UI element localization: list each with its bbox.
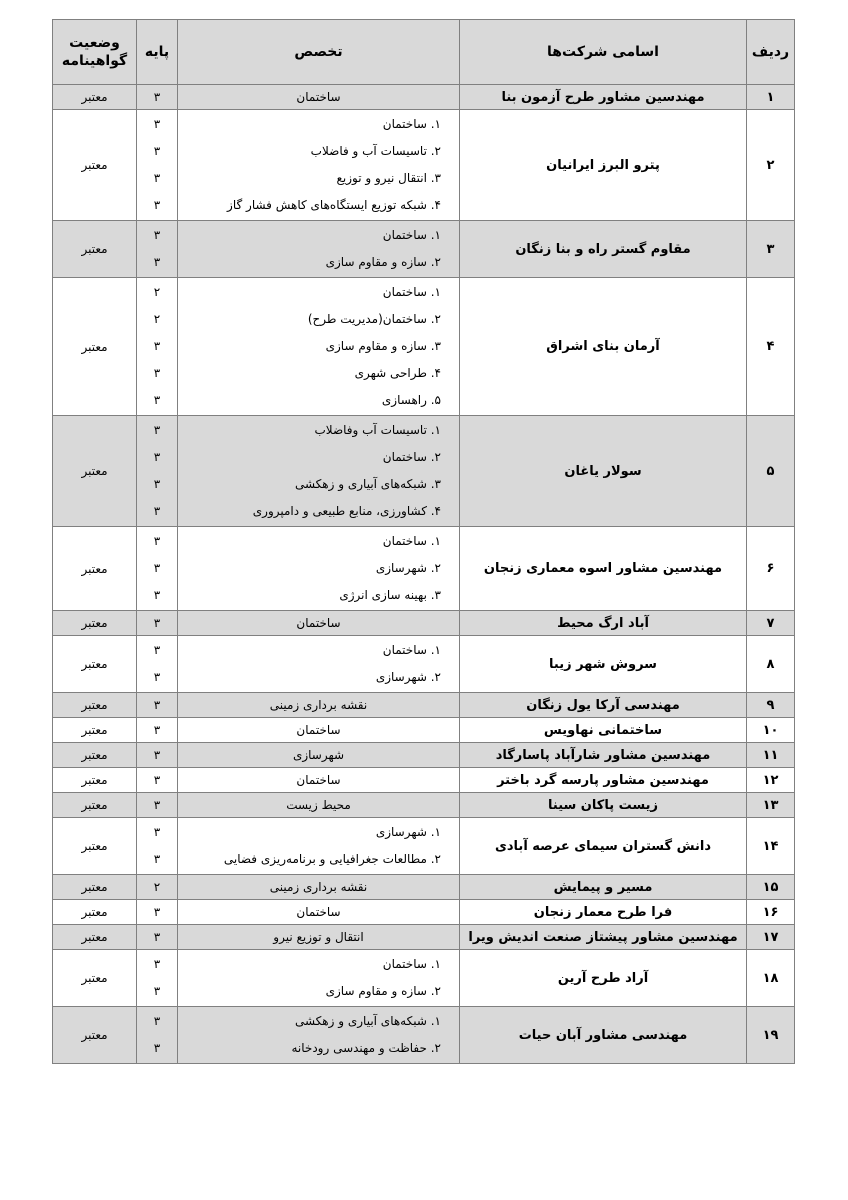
company-name: آراد طرح آرین <box>460 950 747 1007</box>
specialty-item: ۳. انتقال نیرو و توزیع <box>336 171 441 185</box>
specialty-item: ۲. ساختمان(مدیریت طرح) <box>307 312 441 326</box>
specialty-item: ۱. تاسیسات آب وفاضلاب <box>314 423 441 437</box>
table-row <box>53 416 795 527</box>
status-cell: معتبر <box>53 278 137 416</box>
row-number: ۱ <box>747 85 795 110</box>
grade-item: ۳ <box>153 171 161 185</box>
status-cell: معتبر <box>53 110 137 221</box>
company-name: مسیر و پیمایش <box>460 875 747 900</box>
company-name: مهندسین مشاور شارآباد پاسارگاد <box>460 743 747 768</box>
table-row <box>53 1007 795 1064</box>
table-header <box>53 20 795 85</box>
row-number: ۱۶ <box>747 900 795 925</box>
status-cell: معتبر <box>53 527 137 611</box>
company-name: سروش شهر زیبا <box>460 636 747 693</box>
specialty-item: محیط زیست <box>286 798 351 812</box>
companies-table <box>52 19 795 1064</box>
specialty-item: نقشه برداری زمینی <box>269 880 368 894</box>
specialty-item: ۱. ساختمان <box>382 534 441 548</box>
grade-cell <box>137 416 178 527</box>
company-name: مهندسین مشاور پیشتاز صنعت اندیش ویرا <box>460 925 747 950</box>
grade-cell <box>137 818 178 875</box>
grade-item: ۳ <box>153 670 161 684</box>
table-row <box>53 527 795 611</box>
specialty-item: ۱. ساختمان <box>382 285 441 299</box>
row-number: ۷ <box>747 611 795 636</box>
specialty-item: ۱. شهرسازی <box>375 825 441 839</box>
specialty-item: ۲. حفاظت و مهندسی رودخانه <box>291 1041 441 1055</box>
grade-cell <box>137 900 178 925</box>
specialty-item: ۳. شبکه‌های آبیاری و زهکشی <box>294 477 441 491</box>
grade-item: ۳ <box>153 534 161 548</box>
table-row <box>53 85 795 110</box>
grade-item: ۲ <box>153 880 161 894</box>
table-row <box>53 611 795 636</box>
status-cell: معتبر <box>53 875 137 900</box>
grade-item: ۳ <box>153 957 161 971</box>
table-row <box>53 768 795 793</box>
header-grade: پایه <box>137 20 178 85</box>
specialty-cell <box>178 875 460 900</box>
specialty-cell <box>178 900 460 925</box>
grade-cell <box>137 875 178 900</box>
table-row <box>53 278 795 416</box>
grade-cell <box>137 110 178 221</box>
table-row <box>53 636 795 693</box>
grade-item: ۳ <box>153 423 161 437</box>
grade-cell <box>137 743 178 768</box>
specialty-cell <box>178 818 460 875</box>
grade-item: ۳ <box>153 228 161 242</box>
row-number: ۳ <box>747 221 795 278</box>
table-row <box>53 818 795 875</box>
grade-cell <box>137 611 178 636</box>
grade-item: ۳ <box>153 905 161 919</box>
row-number: ۱۷ <box>747 925 795 950</box>
status-cell: معتبر <box>53 818 137 875</box>
company-name: زیست پاکان سینا <box>460 793 747 818</box>
specialty-item: ۱. ساختمان <box>382 643 441 657</box>
specialty-item: ۲. شهرسازی <box>375 670 441 684</box>
specialty-item: ۱. ساختمان <box>382 957 441 971</box>
company-name: آباد ارگ محیط <box>460 611 747 636</box>
specialty-item: ساختمان <box>296 90 341 104</box>
table-row <box>53 221 795 278</box>
status-cell: معتبر <box>53 611 137 636</box>
specialty-cell <box>178 925 460 950</box>
status-cell: معتبر <box>53 743 137 768</box>
company-name: آرمان بنای اشراق <box>460 278 747 416</box>
grade-item: ۳ <box>153 698 161 712</box>
grade-item: ۳ <box>153 798 161 812</box>
table-row <box>53 110 795 221</box>
table-row <box>53 925 795 950</box>
specialty-cell <box>178 85 460 110</box>
grade-item: ۳ <box>153 852 161 866</box>
grade-item: ۳ <box>153 198 161 212</box>
header-company: اسامی شرکت‌ها <box>460 20 747 85</box>
specialty-item: ۲. سازه و مقاوم سازی <box>325 984 441 998</box>
specialty-cell <box>178 636 460 693</box>
specialty-item: ۱. ساختمان <box>382 117 441 131</box>
row-number: ۱۳ <box>747 793 795 818</box>
grade-item: ۳ <box>153 588 161 602</box>
grade-cell <box>137 278 178 416</box>
specialty-item: ساختمان <box>296 773 341 787</box>
status-cell: معتبر <box>53 900 137 925</box>
specialty-item: ساختمان <box>296 723 341 737</box>
specialty-item: نقشه برداری زمینی <box>269 698 368 712</box>
company-name: مهندسین مشاور اسوه معماری زنجان <box>460 527 747 611</box>
specialty-item: ۲. مطالعات جغرافیایی و برنامه‌ریزی فضایی <box>223 852 441 866</box>
grade-item: ۳ <box>153 504 161 518</box>
status-cell: معتبر <box>53 793 137 818</box>
grade-item: ۳ <box>153 393 161 407</box>
specialty-item: ۱. ساختمان <box>382 228 441 242</box>
specialty-cell <box>178 611 460 636</box>
grade-cell <box>137 950 178 1007</box>
grade-item: ۳ <box>153 643 161 657</box>
row-number: ۱۲ <box>747 768 795 793</box>
row-number: ۴ <box>747 278 795 416</box>
grade-item: ۲ <box>153 312 161 326</box>
grade-cell <box>137 527 178 611</box>
grade-item: ۳ <box>153 773 161 787</box>
specialty-cell <box>178 718 460 743</box>
grade-item: ۳ <box>153 90 161 104</box>
status-cell: معتبر <box>53 636 137 693</box>
specialty-cell <box>178 278 460 416</box>
grade-cell <box>137 85 178 110</box>
status-cell: معتبر <box>53 693 137 718</box>
table-body <box>53 85 795 1064</box>
table-row <box>53 950 795 1007</box>
grade-item: ۳ <box>153 748 161 762</box>
company-name: مهندسین مشاور طرح آزمون بنا <box>460 85 747 110</box>
row-number: ۶ <box>747 527 795 611</box>
status-cell: معتبر <box>53 925 137 950</box>
header-row-number: ردیف <box>747 20 795 85</box>
row-number: ۱۹ <box>747 1007 795 1064</box>
specialty-item: ۳. بهینه سازی انرژی <box>339 588 441 602</box>
company-name: دانش گستران سیمای عرصه آبادی <box>460 818 747 875</box>
specialty-cell <box>178 950 460 1007</box>
specialty-cell <box>178 793 460 818</box>
status-cell: معتبر <box>53 768 137 793</box>
grade-item: ۳ <box>153 477 161 491</box>
grade-item: ۳ <box>153 1041 161 1055</box>
specialty-cell <box>178 416 460 527</box>
row-number: ۹ <box>747 693 795 718</box>
grade-item: ۳ <box>153 616 161 630</box>
row-number: ۲ <box>747 110 795 221</box>
grade-cell <box>137 718 178 743</box>
companies-document <box>52 19 794 1064</box>
specialty-item: ساختمان <box>296 905 341 919</box>
header-status: وضعیت گواهینامه <box>53 20 137 85</box>
row-number: ۵ <box>747 416 795 527</box>
specialty-item: شهرسازی <box>292 748 345 762</box>
grade-cell <box>137 221 178 278</box>
specialty-item: ۴. طراحی شهری <box>354 366 441 380</box>
grade-item: ۳ <box>153 984 161 998</box>
grade-item: ۳ <box>153 450 161 464</box>
company-name: فرا طرح معمار زنجان <box>460 900 747 925</box>
table-row <box>53 793 795 818</box>
grade-item: ۳ <box>153 144 161 158</box>
grade-item: ۳ <box>153 117 161 131</box>
grade-cell <box>137 768 178 793</box>
company-name: مهندسی آرکا یول زنگان <box>460 693 747 718</box>
specialty-item: ۲. ساختمان <box>382 450 441 464</box>
company-name: سولار یاغان <box>460 416 747 527</box>
specialty-item: ۲. تاسیسات آب و فاضلاب <box>310 144 441 158</box>
specialty-item: ۲. سازه و مقاوم سازی <box>325 255 441 269</box>
grade-item: ۳ <box>153 723 161 737</box>
grade-item: ۳ <box>153 339 161 353</box>
grade-cell <box>137 693 178 718</box>
status-cell: معتبر <box>53 221 137 278</box>
table-row <box>53 900 795 925</box>
specialty-cell <box>178 743 460 768</box>
status-cell: معتبر <box>53 85 137 110</box>
grade-item: ۳ <box>153 366 161 380</box>
header-specialty: تخصص <box>178 20 460 85</box>
table-row <box>53 875 795 900</box>
specialty-item: ۲. شهرسازی <box>375 561 441 575</box>
specialty-cell <box>178 693 460 718</box>
grade-item: ۳ <box>153 255 161 269</box>
company-name: ساختمانی نهاویس <box>460 718 747 743</box>
row-number: ۱۱ <box>747 743 795 768</box>
table-row <box>53 718 795 743</box>
grade-cell <box>137 925 178 950</box>
specialty-cell <box>178 110 460 221</box>
grade-item: ۳ <box>153 930 161 944</box>
row-number: ۱۴ <box>747 818 795 875</box>
grade-item: ۳ <box>153 561 161 575</box>
table-row <box>53 693 795 718</box>
status-cell: معتبر <box>53 950 137 1007</box>
specialty-item: ساختمان <box>296 616 341 630</box>
grade-item: ۳ <box>153 825 161 839</box>
grade-cell <box>137 793 178 818</box>
grade-cell <box>137 1007 178 1064</box>
company-name: مقاوم گستر راه و بنا زنگان <box>460 221 747 278</box>
specialty-item: ۴. شبکه توزیع ایستگاه‌های کاهش فشار گاز <box>227 198 441 212</box>
specialty-cell <box>178 768 460 793</box>
specialty-cell <box>178 221 460 278</box>
grade-item: ۳ <box>153 1014 161 1028</box>
table-row <box>53 743 795 768</box>
specialty-item: ۴. کشاورزی، منابع طبیعی و دامپروری <box>252 504 441 518</box>
specialty-item: انتقال و توزیع نیرو <box>273 930 364 944</box>
specialty-item: ۱. شبکه‌های آبیاری و زهکشی <box>294 1014 441 1028</box>
specialty-item: ۵. راهسازی <box>381 393 441 407</box>
status-cell: معتبر <box>53 718 137 743</box>
company-name: مهندسین مشاور پارسه گرد باختر <box>460 768 747 793</box>
specialty-cell <box>178 527 460 611</box>
specialty-cell <box>178 1007 460 1064</box>
company-name: پترو البرز ایرانیان <box>460 110 747 221</box>
grade-item: ۲ <box>153 285 161 299</box>
row-number: ۸ <box>747 636 795 693</box>
row-number: ۱۰ <box>747 718 795 743</box>
status-cell: معتبر <box>53 416 137 527</box>
company-name: مهندسی مشاور آبان حیات <box>460 1007 747 1064</box>
specialty-item: ۳. سازه و مقاوم سازی <box>325 339 441 353</box>
status-cell: معتبر <box>53 1007 137 1064</box>
header-row <box>53 20 795 85</box>
row-number: ۱۵ <box>747 875 795 900</box>
grade-cell <box>137 636 178 693</box>
row-number: ۱۸ <box>747 950 795 1007</box>
